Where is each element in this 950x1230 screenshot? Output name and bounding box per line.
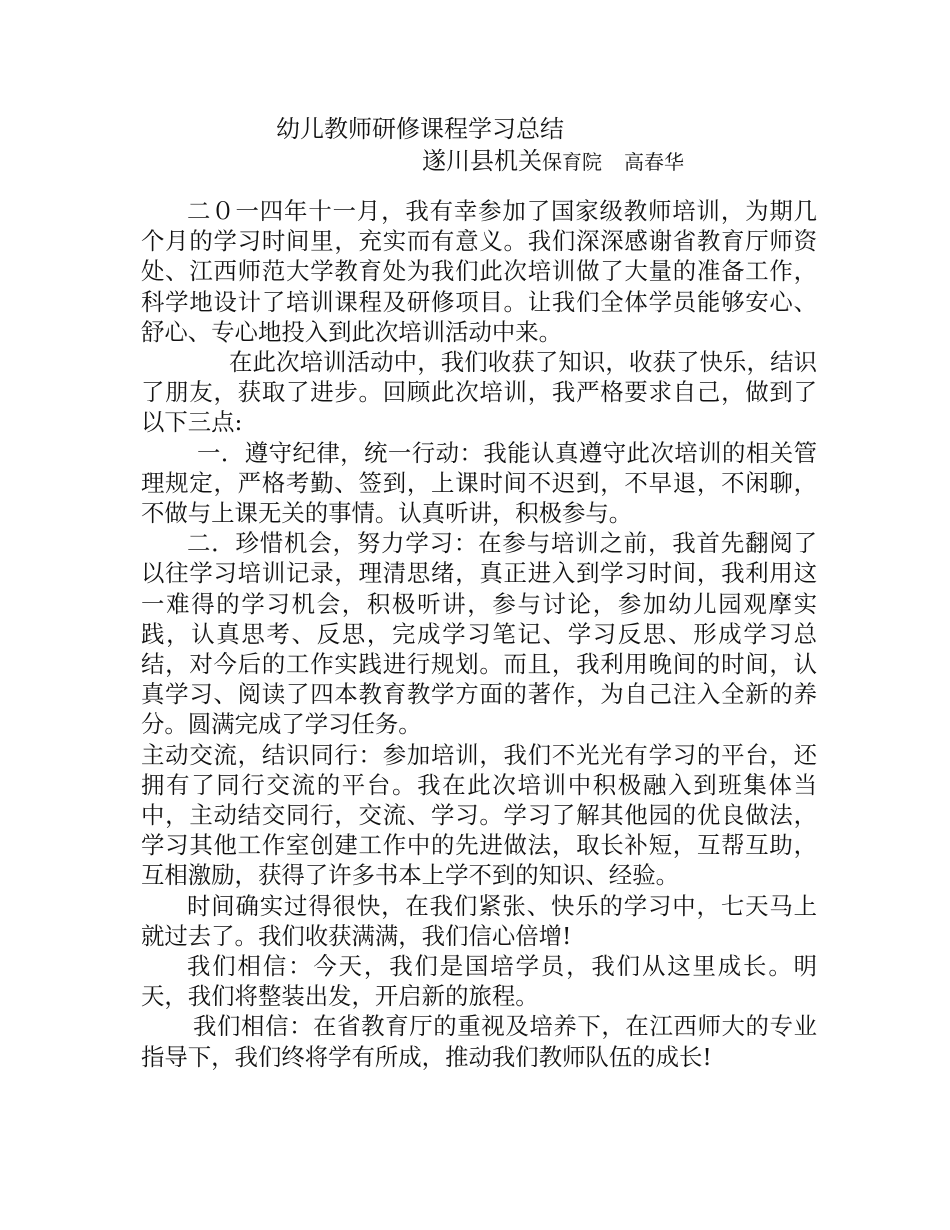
document-body xyxy=(141,196,817,1072)
author-org-main: 遂川县机关 xyxy=(422,147,542,175)
paragraph: 在此次培训活动中，我们收获了知识，收获了快乐，结识了朋友，获取了进步。回顾此次培训，我严格要求自己，做到了以下三点: xyxy=(141,348,817,437)
paragraph: 我们相信：在省教育厅的重视及培养下，在江西师大的专业指导下，我们终将学有所成，推动我们教师队伍的成长! xyxy=(141,1012,817,1071)
paragraph: 二０一四年十一月，我有幸参加了国家级教师培训，为期几个月的学习时间里，充实而有意义。我们深深感谢省教育厅师资处、江西师范大学教育处为我们此次培训做了大量的准备工作，科学地设计了培训课程及研修项目。让我们全体学员能够安心、舒心、专心地投入到此次培训活动中来。 xyxy=(141,197,817,346)
paragraph: 一．遵守纪律，统一行动：我能认真遵守此次培训的相关管理规定，严格考勤、签到，上课时间不迟到，不早退，不闲聊，不做与上课无关的事情。认真听讲，积极参与。 xyxy=(141,438,817,528)
paragraph: 我们相信：今天，我们是国培学员，我们从这里成长。明天，我们将整装出发，开启新的旅程。 xyxy=(141,952,817,1011)
paragraph: 主动交流，结识同行：参加培训，我们不光光有学习的平台，还拥有了同行交流的平台。我在此次培训中积极融入到班集体当中，主动结交同行，交流、学习。学习了解其他园的优良做法，学习其他工作室创建工作中的先进做法，取长补短，互帮互助，互相激励，获得了许多书本上学不到的知识、经验。 xyxy=(141,740,817,890)
paragraph: 二．珍惜机会，努力学习：在参与培训之前，我首先翻阅了以往学习培训记录，理清思绪，真正进入到学习时间，我利用这一难得的学习机会，积极听讲，参与讨论，参加幼儿园观摩实践，认真思考、反思，完成学习笔记、学习反思、形成学习总结，对今后的工作实践进行规划。而且，我利用晚间的时间，认真学习、阅读了四本教育教学方面的著作，为自己注入全新的养分。圆满完成了学习任务。 xyxy=(141,529,817,739)
author-name: 高春华 xyxy=(624,150,684,174)
document-title: 幼儿教师研修课程学习总结 xyxy=(276,115,564,143)
author-line xyxy=(422,146,684,177)
author-org-sub: 保育院 xyxy=(542,150,602,174)
paragraph: 时间确实过得很快，在我们紧张、快乐的学习中，七天马上就过去了。我们收获满满，我们信心倍增! xyxy=(141,891,817,950)
